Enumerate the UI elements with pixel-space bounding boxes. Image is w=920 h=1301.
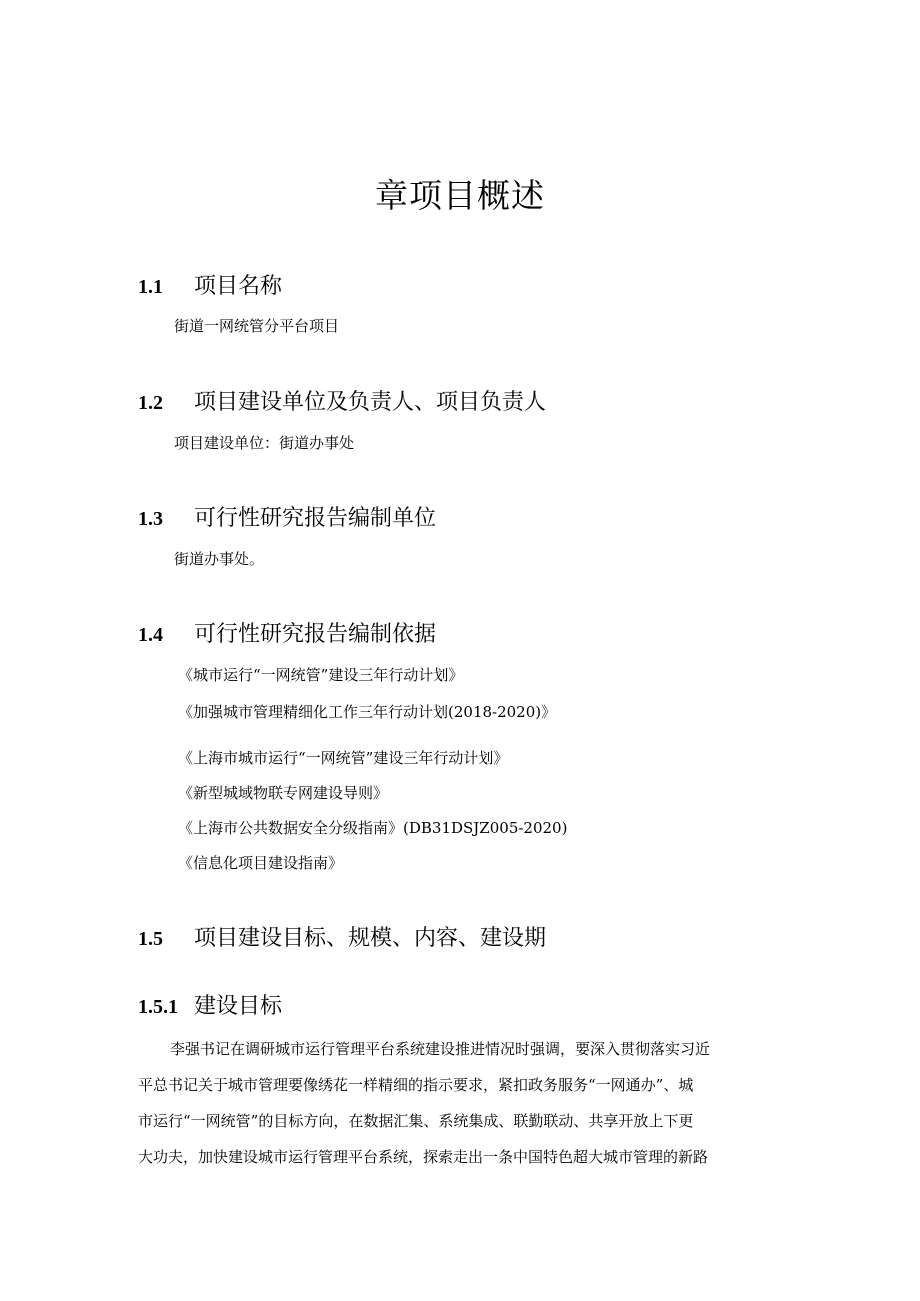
paragraph-line: 李强书记在调研城市运行管理平台系统建设推进情况时强调，要深入贯彻落实习近 bbox=[170, 1040, 711, 1058]
project-name-text: 街道一网统管分平台项目 bbox=[174, 317, 340, 335]
report-unit-text: 街道办事处。 bbox=[174, 550, 265, 568]
subsection-title: 建设目标 bbox=[194, 994, 283, 1019]
section-number: 1.4 bbox=[138, 624, 163, 646]
section-number: 1.5 bbox=[138, 928, 163, 950]
chapter-title: 章项目概述 bbox=[375, 176, 545, 215]
construction-unit-text: 项目建设单位：街道办事处 bbox=[174, 434, 355, 452]
reference-item: 《信息化项目建设指南》 bbox=[178, 854, 344, 872]
subsection-number: 1.5.1 bbox=[138, 996, 178, 1018]
section-title: 可行性研究报告编制单位 bbox=[194, 506, 437, 531]
section-number: 1.2 bbox=[138, 392, 163, 414]
paragraph-line: 大功夫，加快建设城市运行管理平台系统，探索走出一条中国特色超大城市管理的新路 bbox=[138, 1148, 709, 1166]
section-number: 1.3 bbox=[138, 508, 163, 530]
reference-item: 《城市运行“一网统管”建设三年行动计划》 bbox=[178, 666, 464, 684]
reference-item: 《上海市公共数据安全分级指南》(DB31DSJZ005-2020) bbox=[178, 819, 568, 837]
reference-item: 《加强城市管理精细化工作三年行动计划(2018-2020)》 bbox=[178, 703, 557, 721]
reference-item: 《上海市城市运行“一网统管”建设三年行动计划》 bbox=[178, 749, 509, 767]
section-number: 1.1 bbox=[138, 276, 163, 298]
reference-item: 《新型城域物联专网建设导则》 bbox=[178, 784, 389, 802]
section-title: 项目建设目标、规模、内容、建设期 bbox=[194, 926, 547, 951]
paragraph-line: 平总书记关于城市管理要像绣花一样精细的指示要求，紧扣政务服务“一网通办”、城 bbox=[138, 1076, 694, 1094]
section-title: 项目名称 bbox=[194, 274, 283, 299]
paragraph-line: 市运行“一网统管”的目标方向，在数据汇集、系统集成、联勤联动、共享开放上下更 bbox=[138, 1112, 694, 1130]
section-title: 项目建设单位及负责人、项目负责人 bbox=[194, 390, 547, 415]
section-title: 可行性研究报告编制依据 bbox=[194, 622, 437, 647]
